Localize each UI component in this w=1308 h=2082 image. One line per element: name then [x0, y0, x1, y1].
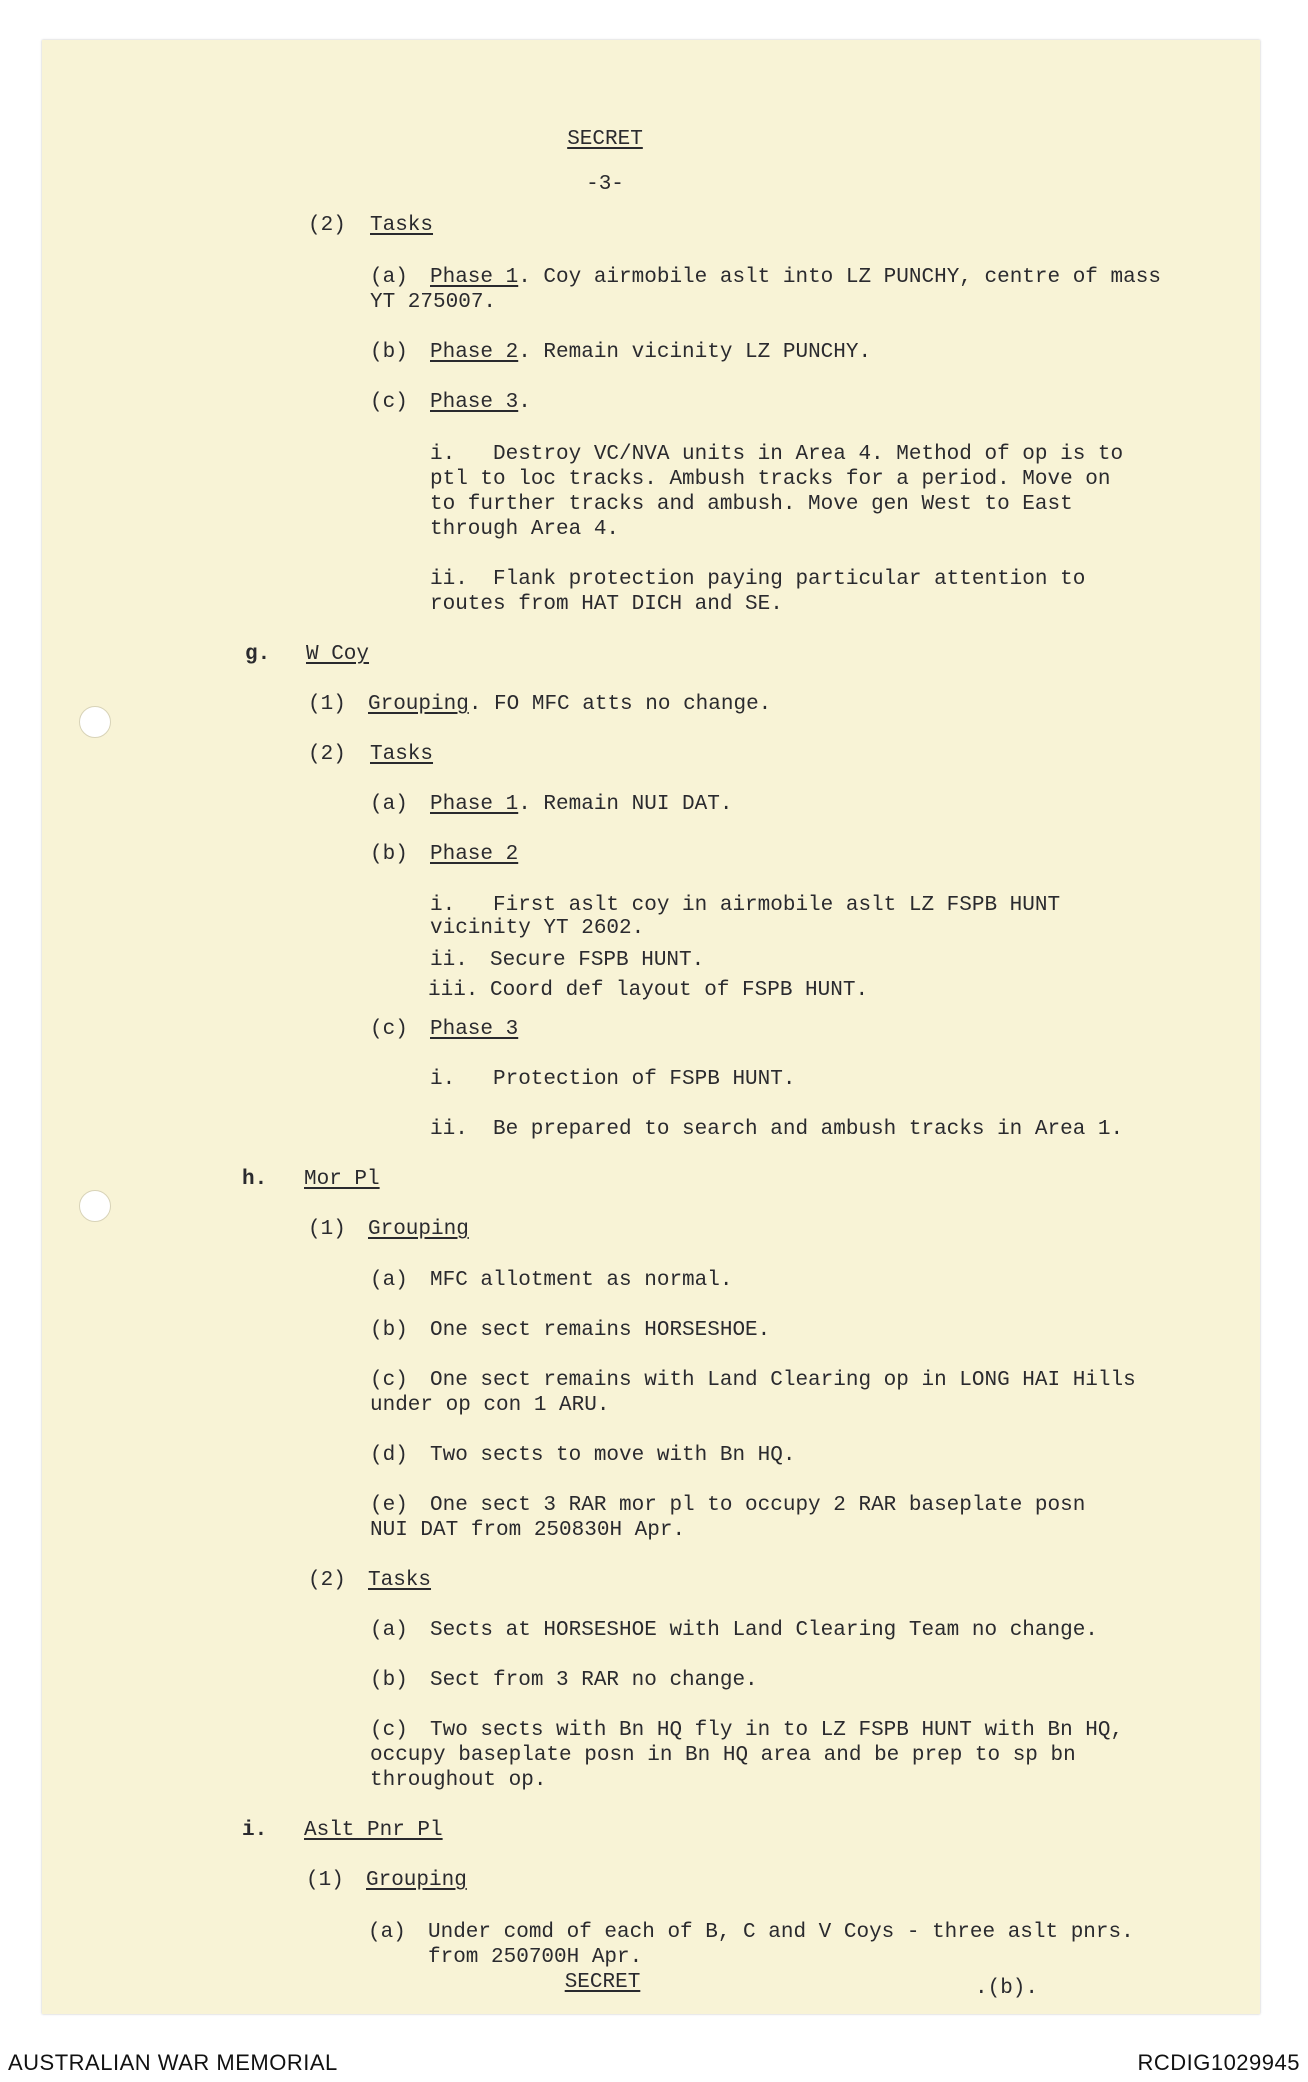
item-text-cont: NUI DAT from 250830H Apr.: [370, 1519, 686, 1542]
phase-label: Phase 3: [430, 1018, 519, 1041]
sub-num: i.: [430, 443, 456, 466]
item-text: [430, 390, 531, 415]
item-text-cont: occupy baseplate posn in Bn HQ area and be prep to sp bn: [370, 1744, 1076, 1767]
phase-label: Phase 2: [430, 843, 519, 866]
section-letter: g.: [245, 643, 271, 666]
header-classification: SECRET: [567, 128, 643, 151]
section-num: (2): [308, 214, 346, 237]
item-num: (a): [368, 1921, 406, 1944]
item-text-cont: from 250700H Apr.: [428, 1946, 643, 1969]
item-text: Two sects to move with Bn HQ.: [430, 1444, 796, 1467]
sub-num: i.: [430, 894, 456, 917]
para-num: (1): [306, 1869, 344, 1892]
phase-label: Phase 1: [430, 793, 519, 816]
item-num: (c): [370, 1018, 408, 1041]
phase-text: . Remain NUI DAT.: [518, 793, 733, 816]
item-text: One sect 3 RAR mor pl to occupy 2 RAR baseplate posn: [430, 1494, 1086, 1517]
punch-hole-top: [79, 706, 111, 738]
item-text-cont: under op con 1 ARU.: [370, 1394, 610, 1417]
section-letter: h.: [242, 1168, 268, 1191]
sub-text: Destroy VC/NVA units in Area 4. Method of op is to: [493, 443, 1124, 466]
phase-dot: .: [518, 391, 531, 414]
para-text: [368, 692, 771, 717]
sub-text: First aslt coy in airmobile aslt LZ FSPB HUNT: [493, 894, 1061, 917]
sub-text-cont: routes from HAT DICH and SE.: [430, 593, 783, 616]
phase-label: Phase 3: [430, 391, 519, 414]
para-label: Grouping: [368, 693, 469, 716]
item-text: Two sects with Bn HQ fly in to LZ FSPB HUNT with Bn HQ,: [430, 1719, 1124, 1742]
item-text: MFC allotment as normal.: [430, 1269, 733, 1292]
section-title: W Coy: [306, 643, 370, 666]
item-num: (b): [370, 1669, 408, 1692]
item-text: Sect from 3 RAR no change.: [430, 1669, 758, 1692]
para-label: Tasks: [370, 743, 434, 766]
section-title: Aslt Pnr Pl: [304, 1819, 443, 1842]
para-num: (1): [308, 693, 346, 716]
item-num: (c): [370, 391, 408, 414]
item-text: Sects at HORSESHOE with Land Clearing Team no change.: [430, 1619, 1098, 1642]
item-num: (a): [370, 266, 408, 289]
archive-credit: AUSTRALIAN WAR MEMORIAL: [8, 2050, 338, 2075]
item-num: (d): [370, 1444, 408, 1467]
sub-num: ii.: [430, 568, 468, 591]
para-body: . FO MFC atts no change.: [468, 693, 772, 716]
item-num: (a): [370, 1269, 408, 1292]
section-letter: i.: [242, 1819, 268, 1842]
para-num: (2): [308, 743, 346, 766]
sub-text-cont: through Area 4.: [430, 518, 620, 541]
item-text: One sect remains with Land Clearing op in LONG HAI Hills: [430, 1369, 1136, 1392]
sub-text: Secure FSPB HUNT.: [490, 949, 705, 972]
item-text: Under comd of each of B, C and V Coys - three aslt pnrs.: [428, 1921, 1134, 1944]
para-num: (2): [308, 1569, 346, 1592]
phase-text: . Coy airmobile aslt into LZ PUNCHY, centre of mass: [518, 266, 1161, 289]
punch-hole-bottom: [79, 1190, 111, 1222]
continuation-marker: .(b).: [975, 1977, 1039, 2000]
sub-text-cont: vicinity YT 2602.: [430, 917, 645, 940]
item-num: (c): [370, 1369, 408, 1392]
sub-num: i.: [430, 1068, 456, 1091]
sub-text: Be prepared to search and ambush tracks in Area 1.: [493, 1118, 1124, 1141]
item-text-cont: YT 275007.: [370, 291, 497, 314]
item-num: (b): [370, 341, 408, 364]
item-num: (a): [370, 1619, 408, 1642]
phase-label: Phase 2: [430, 341, 519, 364]
sub-num: iii.: [428, 979, 479, 1002]
item-num: (e): [370, 1494, 408, 1517]
item-num: (b): [370, 1319, 408, 1342]
item-num: (c): [370, 1719, 408, 1742]
item-text: [430, 792, 732, 817]
phase-label: Phase 1: [430, 266, 519, 289]
item-text: One sect remains HORSESHOE.: [430, 1319, 771, 1342]
phase-text: . Remain vicinity LZ PUNCHY.: [518, 341, 872, 364]
item-num: (b): [370, 843, 408, 866]
section-title: Mor Pl: [304, 1168, 380, 1191]
archive-id: RCDIG1029945: [1137, 2050, 1300, 2075]
sub-text: Coord def layout of FSPB HUNT.: [490, 979, 869, 1002]
sub-text: Protection of FSPB HUNT.: [493, 1068, 796, 1091]
item-num: (a): [370, 793, 408, 816]
item-text: [430, 265, 1161, 290]
sub-num: ii.: [430, 949, 468, 972]
sub-text-cont: to further tracks and ambush. Move gen West to East: [430, 493, 1073, 516]
page-number: -3-: [586, 173, 624, 196]
footer-classification: SECRET: [564, 1971, 641, 1994]
sub-num: ii.: [430, 1118, 468, 1141]
item-text-cont: throughout op.: [370, 1769, 547, 1792]
para-label: Grouping: [366, 1869, 467, 1892]
para-num: (1): [308, 1218, 346, 1241]
section-title: Tasks: [370, 214, 434, 237]
sub-text-cont: ptl to loc tracks. Ambush tracks for a period. Move on: [430, 468, 1111, 491]
para-label: Tasks: [368, 1569, 432, 1592]
para-label: Grouping: [368, 1218, 469, 1241]
sub-text: Flank protection paying particular attention to: [493, 568, 1086, 591]
item-text: [430, 340, 871, 365]
